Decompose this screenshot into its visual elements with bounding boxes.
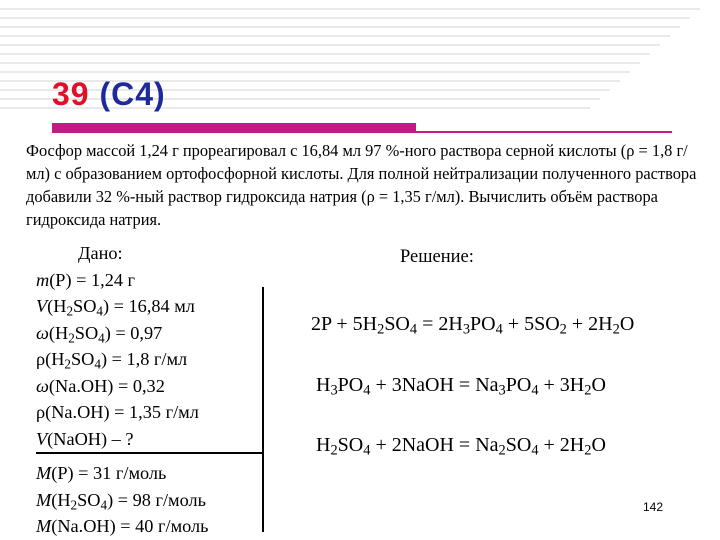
equation-1: $2P + 5H_2SO_4 = 2H_3PO_4 + 5SO_2 + 2H_2O$ <box>311 313 635 338</box>
given-header: Дано: <box>78 243 123 263</box>
given-block <box>36 240 209 540</box>
vertical-divider <box>262 287 264 532</box>
title-underline <box>52 131 672 133</box>
page-number: 142 <box>643 500 664 514</box>
solution-header: Решение: <box>400 247 474 267</box>
given-line: ρ(Na.OH) = 1,35 г/мл <box>36 402 199 422</box>
given-line: $M(H_2SO_4) = 98$ г/моль <box>36 489 206 512</box>
given-line: $\rho(H_2SO_4) = 1,8$ г/мл <box>36 349 188 372</box>
given-line: M(Na.OH) = 40 г/моль <box>36 516 209 536</box>
given-line: V(NaOH) – ? <box>36 428 134 449</box>
given-line: m(P) = 1,24 г <box>36 269 136 290</box>
given-line: ω(Na.OH) = 0,32 <box>36 375 165 396</box>
problem-statement: Фосфор массой 1,24 г прореагировал с 16,84 мл 97 %-ного раствора серной кислоты (ρ = 1,8 г/мл) с образованием ортофосфорной кислоты. Для полной нейтрализации полученного раствора добавили 32 %-ный раствор гидроксида натрия (ρ = 1,35 г/мл). Вычислить объём раствора гидроксида натрия. <box>26 141 697 229</box>
given-line: M(P) = 31 г/моль <box>36 463 167 483</box>
title-code: (C4) <box>99 76 166 112</box>
given-line: $V(H_2SO_4) = 16,84$ мл <box>36 296 195 319</box>
equation-2: $H_3PO_4$ + 3NaOH = $Na_3PO_4 + 3H_2O$ <box>316 374 606 399</box>
horizontal-divider <box>36 452 262 454</box>
title-number: 39 <box>52 76 90 112</box>
given-line: $\omega(H_2SO_4) = 0,97$ <box>36 322 163 345</box>
equation-3: $H_2SO_4$ + 2NaOH = $Na_2SO_4 + 2H_2O$ <box>316 434 606 459</box>
slide-title <box>52 76 166 113</box>
decorative-stripes <box>0 0 720 135</box>
